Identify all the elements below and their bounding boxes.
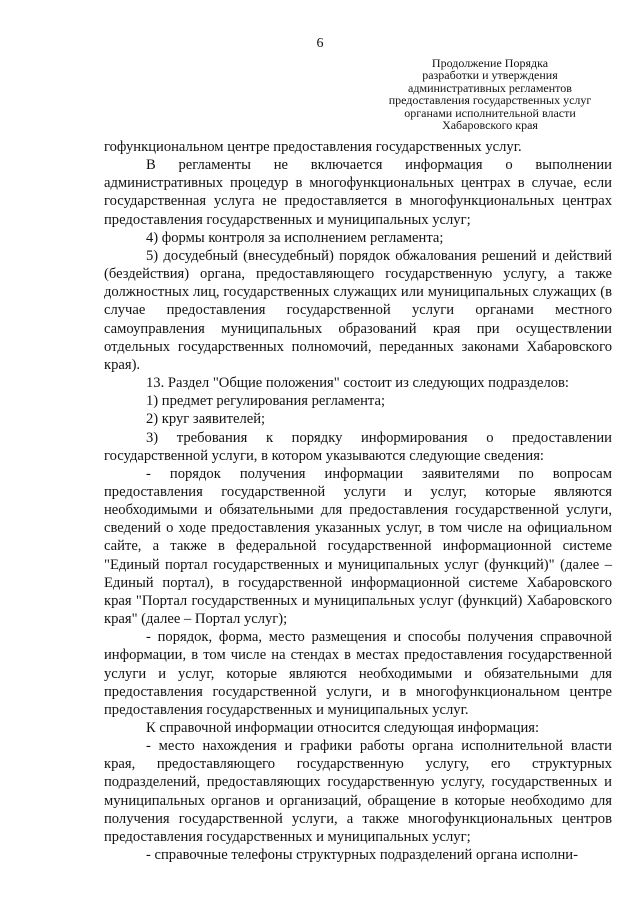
paragraph: 1) предмет регулирования регламента; [146,393,386,410]
body-text [104,138,612,864]
paragraph: - место нахождения и графики работы органа исполнительной власти края, предоставляющего государственную услугу, его структурных подразделений, предоставляющих государственную услугу, государственных и муниципальных органов и организаций, обращение в которые необходимо для получения государственной услуги, а также многофункциональных центров предоставления государственных и муниципальных услуг; [104,738,612,845]
page-number: 6 [316,36,324,51]
paragraph: В регламенты не включается информация о выполнении административных процедур в многофункциональных центрах в случае, если государственная услуга не предоставляется в многофункциональных центрах предоставления государственных и муниципальных услуг; [104,157,612,228]
paragraph: - порядок получения информации заявителями по вопросам предоставления государственной услуги и услуг, которые являются необходимыми и обязательными для предоставления государственной услуги, сведений о ходе предоставления указанных услуг, в том числе на официальном сайте, а также в федеральной государственной информационной системе "Единый портал государственных и муниципальных услуг (функций)" (далее – Единый портал), в государственной информационной системе Хабаровского края "Портал государственных и муниципальных услуг (функций) Хабаровского края" (далее – Портал услуг); [104,465,612,628]
paragraph: 4) формы контроля за исполнением регламента; [146,229,444,246]
paragraph: - справочные телефоны структурных подразделений органа исполни- [146,847,578,864]
running-header [370,57,610,131]
running-header-line: Продолжение Порядка [431,56,549,70]
running-header-line: органами исполнительной власти [404,105,576,120]
paragraph: 13. Раздел "Общие положения" состоит из следующих подразделов: [146,375,569,392]
running-header-line: разработки и утверждения [422,68,558,83]
running-header-line: административных регламентов [408,80,572,95]
paragraph: 2) круг заявителей; [146,411,266,428]
paragraph: - порядок, форма, место размещения и способы получения справочной информации, в том числе на стендах в местах предоставления государственной услуги и услуг, которые являются необходимыми и обязательными для предоставления государственной услуги, и в многофункциональном центре предоставления государственных и муниципальных услуг. [104,629,612,718]
running-header-line: Хабаровского края [442,118,538,133]
paragraph: 5) досудебный (внесудебный) порядок обжалования решений и действий (бездействия) органа, предоставляющего государственную услугу, а также должностных лиц, государственных служащих или муниципальных служащих (в случае предоставления государственной услуги органами местного самоуправления муниципальных образований края при осуществлении отдельных государственных полномочий, переданных законами Хабаровского края). [104,247,612,373]
paragraph: К справочной информации относится следующая информация: [146,720,540,736]
running-header-line: предоставления государственных услуг [388,93,592,108]
paragraph: гофункциональном центре предоставления государственных услуг. [104,139,522,155]
paragraph: 3) требования к порядку информирования о предоставлении государственной услуги, в котором указываются следующие сведения: [104,429,612,464]
